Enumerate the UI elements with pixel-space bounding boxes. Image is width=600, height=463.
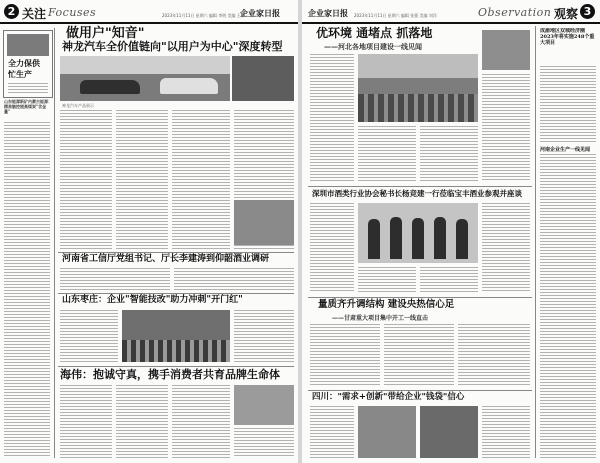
headline-henan: 河南省工信厅党组书记、厅长李建涛到仰韶酒业调研 (62, 254, 270, 264)
right-page-number: 3 (580, 4, 595, 19)
sidebar-box (3, 30, 53, 98)
headline-shandong: 山东枣庄：企业"智能技改"助力冲刺"开门红" (62, 295, 243, 305)
left-masthead-name: 企业家日报 (240, 8, 280, 18)
article-photo-equipment (482, 30, 530, 70)
right-date-line: 2023年11月11日 星期六 编辑 张强 美编 刘洋 (354, 13, 437, 18)
article-photo-car (60, 56, 230, 101)
left-page (0, 0, 298, 463)
right-section-title: 观察 (554, 7, 579, 21)
sidebar-title-1: 全力保供 (8, 58, 40, 68)
article-photo-sichuan-1 (358, 406, 416, 458)
sidebar-subheadline: 山东能源新矿内蒙古能源：精准触控提高煤炭"含金量" (4, 99, 52, 114)
left-section-en: Focuses (48, 6, 97, 19)
headline-gansu: 量质齐升调结构 建设央热信心足 (318, 299, 455, 310)
article-photo-site (358, 54, 478, 122)
headline-sichuan: 四川："需求+创新"带给企业"钱袋"信心 (312, 392, 465, 402)
headline-hebei: 优环境 通堵点 抓落地 (316, 26, 433, 40)
article-photo-product (234, 385, 294, 425)
headline-hebei-sub: ——河北各地项目建设一线见闻 (324, 42, 422, 51)
headline-haiwei: 海伟：抱诚守真，携手消费者共育品牌生命体 (60, 368, 280, 381)
left-page-number: 2 (4, 4, 19, 19)
right-page (302, 0, 600, 463)
headline-shenzhen: 深圳市酒类行业协会秘书长杨竞建一行莅临宝丰酒业参观并座谈 (312, 189, 522, 198)
side-title-henan: 河南企业生产一线见闻 (540, 147, 591, 153)
sidebar-title-2: 忙生产 (8, 69, 32, 79)
right-masthead-name: 企业家日报 (308, 8, 348, 18)
headline-shenlong-2: 神龙汽车全价值链向"以用户为中心"深度转型 (62, 40, 283, 53)
article-photo-group (358, 203, 478, 263)
side-title-chengyu: 成渝地区双城经济圈2023年将实施248个重大项目 (540, 28, 595, 46)
right-section-en: Observation (478, 6, 552, 19)
photo-caption: 神龙汽车产品展示 (62, 103, 94, 108)
article-photo-workshop (122, 310, 230, 362)
left-date-line: 2023年11月11日 星期六 编辑 李明 美编 王华 (162, 13, 245, 18)
article-photo-factory (234, 200, 294, 245)
article-photo-car-2 (232, 56, 294, 101)
article-photo-sichuan-2 (420, 406, 478, 458)
sidebar-photo (7, 34, 49, 56)
headline-gansu-sub: ——甘肃重大项目集中开工一线直击 (332, 315, 429, 322)
left-section-title: 关注 (22, 7, 47, 21)
headline-shenlong-1: 做用户"知音" (66, 26, 145, 41)
